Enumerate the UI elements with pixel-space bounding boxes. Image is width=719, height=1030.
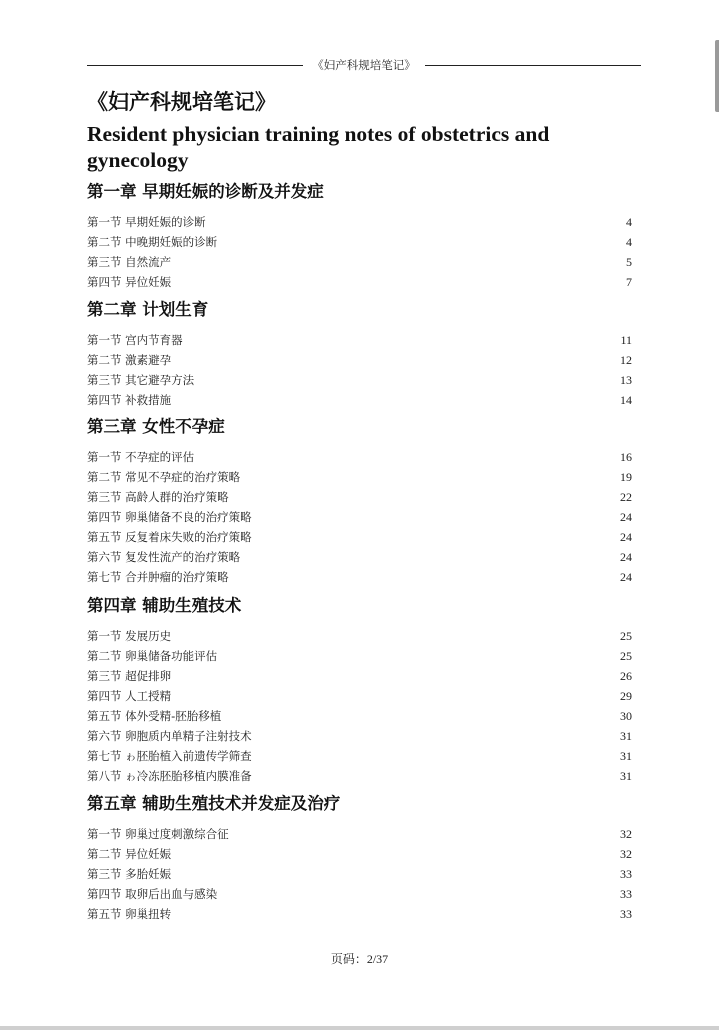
toc-entry-page: 19 bbox=[620, 469, 632, 484]
toc-entry-label: 第一节 不孕症的评估 bbox=[87, 450, 195, 464]
chapter-title: 第三章 女性不孕症 bbox=[87, 417, 225, 436]
toc-entry[interactable] bbox=[87, 824, 633, 844]
toc-entry-page: 13 bbox=[620, 372, 632, 387]
toc-entry-page: 25 bbox=[620, 648, 632, 663]
toc-entry-page: 24 bbox=[620, 509, 632, 524]
toc-entry-page: 31 bbox=[620, 768, 632, 783]
toc-entry-label: 第二节 中晚期妊娠的诊断 bbox=[87, 235, 218, 249]
toc-entry[interactable] bbox=[87, 370, 633, 390]
toc-entry-page: 22 bbox=[620, 489, 632, 504]
toc-entry[interactable] bbox=[87, 904, 633, 924]
toc-entry-label: 第三节 高龄人群的治疗策略 bbox=[87, 490, 229, 504]
toc-entry[interactable] bbox=[87, 390, 633, 410]
toc-chapter bbox=[87, 181, 633, 292]
toc-entry-page: 14 bbox=[620, 392, 632, 407]
toc-entry-label: 第六节 卵胞质内单精子注射技术 bbox=[87, 729, 252, 743]
toc-entry-label: 第八节 ゎ冷冻胚胎移植内膜准备 bbox=[87, 769, 252, 783]
toc-entry-page: 4 bbox=[626, 234, 632, 249]
toc-entry-label: 第一节 发展历史 bbox=[87, 629, 172, 643]
toc-chapter bbox=[87, 299, 633, 410]
toc-entry-page: 5 bbox=[626, 254, 632, 269]
toc-entry[interactable] bbox=[87, 626, 633, 646]
toc-entry-page: 33 bbox=[620, 906, 632, 921]
toc-entry-label: 第一节 早期妊娠的诊断 bbox=[87, 215, 206, 229]
page-number-label: 页码： bbox=[330, 952, 367, 966]
toc-entry-label: 第二节 激素避孕 bbox=[87, 353, 172, 367]
toc-entry-page: 30 bbox=[620, 708, 632, 723]
toc-entry[interactable] bbox=[87, 212, 633, 232]
toc-entry[interactable] bbox=[87, 666, 633, 686]
toc-entry-page: 32 bbox=[620, 826, 632, 841]
toc-entry-label: 第四节 人工授精 bbox=[87, 689, 172, 703]
toc-entry[interactable] bbox=[87, 686, 633, 706]
toc-entry-label: 第四节 卵巢储备不良的治疗策略 bbox=[87, 510, 252, 524]
toc-entry[interactable] bbox=[87, 726, 633, 746]
toc-entry-label: 第二节 常见不孕症的治疗策略 bbox=[87, 470, 241, 484]
header-rule-left bbox=[87, 65, 303, 66]
toc-entry-page: 31 bbox=[620, 748, 632, 763]
toc-entry[interactable] bbox=[87, 252, 633, 272]
page-number: 2/37 bbox=[366, 952, 389, 966]
toc-entry-label: 第五节 体外受精-胚胎移植 bbox=[87, 709, 222, 723]
toc-entry[interactable] bbox=[87, 350, 633, 370]
bottom-edge-bar bbox=[0, 1026, 719, 1030]
toc-entry-label: 第三节 多胎妊娠 bbox=[87, 867, 172, 881]
running-header-title: 《妇产科规培笔记》 bbox=[312, 58, 416, 72]
document-subtitle: Resident physician training notes of obstetrics and gynecology bbox=[87, 122, 550, 172]
toc-entry-label: 第四节 补救措施 bbox=[87, 393, 172, 407]
toc-chapter bbox=[87, 595, 633, 786]
toc-entry-page: 31 bbox=[620, 728, 632, 743]
chapter-title: 第一章 早期妊娠的诊断及并发症 bbox=[87, 182, 324, 201]
toc-entry[interactable] bbox=[87, 487, 633, 507]
toc-entry[interactable] bbox=[87, 884, 633, 904]
toc-entry-label: 第四节 异位妊娠 bbox=[87, 275, 172, 289]
toc-entry[interactable] bbox=[87, 567, 633, 587]
toc-entry[interactable] bbox=[87, 844, 633, 864]
toc-entry[interactable] bbox=[87, 507, 633, 527]
toc-entry-page: 33 bbox=[620, 886, 632, 901]
document-title: 《妇产科规培笔记》 bbox=[87, 90, 276, 114]
toc-entry-page: 26 bbox=[620, 668, 632, 683]
scrollbar-thumb[interactable] bbox=[715, 40, 719, 112]
toc-entry-page: 7 bbox=[626, 274, 632, 289]
toc-entry-label: 第三节 自然流产 bbox=[87, 255, 172, 269]
header-rule-right bbox=[425, 65, 641, 66]
toc-entry-label: 第一节 宫内节育器 bbox=[87, 333, 183, 347]
toc-entry[interactable] bbox=[87, 864, 633, 884]
toc-entry-label: 第五节 反复着床失败的治疗策略 bbox=[87, 530, 252, 544]
toc-entry-label: 第六节 复发性流产的治疗策略 bbox=[87, 550, 241, 564]
toc-entry[interactable] bbox=[87, 527, 633, 547]
toc-entry-label: 第三节 其它避孕方法 bbox=[87, 373, 195, 387]
toc-entry[interactable] bbox=[87, 447, 633, 467]
toc-entry[interactable] bbox=[87, 547, 633, 567]
toc-entry-page: 24 bbox=[620, 529, 632, 544]
toc-entry[interactable] bbox=[87, 706, 633, 726]
toc-entry[interactable] bbox=[87, 746, 633, 766]
toc-entry-label: 第七节 ゎ胚胎植入前遗传学筛查 bbox=[87, 749, 252, 763]
toc-chapter bbox=[87, 793, 633, 924]
running-header bbox=[87, 56, 641, 74]
toc-entry[interactable] bbox=[87, 232, 633, 252]
chapter-title: 第五章 辅助生殖技术并发症及治疗 bbox=[87, 794, 341, 813]
toc-entry-label: 第三节 超促排卵 bbox=[87, 669, 172, 683]
toc-entry[interactable] bbox=[87, 467, 633, 487]
toc-entry-label: 第一节 卵巢过度刺激综合征 bbox=[87, 827, 229, 841]
toc-entry-label: 第七节 合并肿瘤的治疗策略 bbox=[87, 570, 229, 584]
toc-entry-label: 第二节 异位妊娠 bbox=[87, 847, 172, 861]
toc-entry-label: 第四节 取卵后出血与感染 bbox=[87, 887, 218, 901]
toc-entry[interactable] bbox=[87, 272, 633, 292]
toc-entry-page: 32 bbox=[620, 846, 632, 861]
chapter-title: 第二章 计划生育 bbox=[87, 300, 209, 319]
toc-entry-page: 25 bbox=[620, 628, 632, 643]
toc-entry-page: 24 bbox=[620, 569, 632, 584]
page-footer bbox=[0, 950, 719, 967]
toc-entry-page: 24 bbox=[620, 549, 632, 564]
toc-entry-label: 第五节 卵巢扭转 bbox=[87, 907, 172, 921]
toc-entry-page: 29 bbox=[620, 688, 632, 703]
toc-entry[interactable] bbox=[87, 646, 633, 666]
toc-entry-page: 4 bbox=[626, 214, 632, 229]
chapter-title: 第四章 辅助生殖技术 bbox=[87, 596, 242, 615]
toc-entry-page: 33 bbox=[620, 866, 632, 881]
toc-chapter bbox=[87, 416, 633, 587]
toc-entry-label: 第二节 卵巢储备功能评估 bbox=[87, 649, 218, 663]
toc-entry-page: 11 bbox=[620, 332, 632, 347]
toc-entry[interactable] bbox=[87, 766, 633, 786]
toc-entry-page: 16 bbox=[620, 449, 632, 464]
toc-entry[interactable] bbox=[87, 330, 633, 350]
toc-entry-page: 12 bbox=[620, 352, 632, 367]
